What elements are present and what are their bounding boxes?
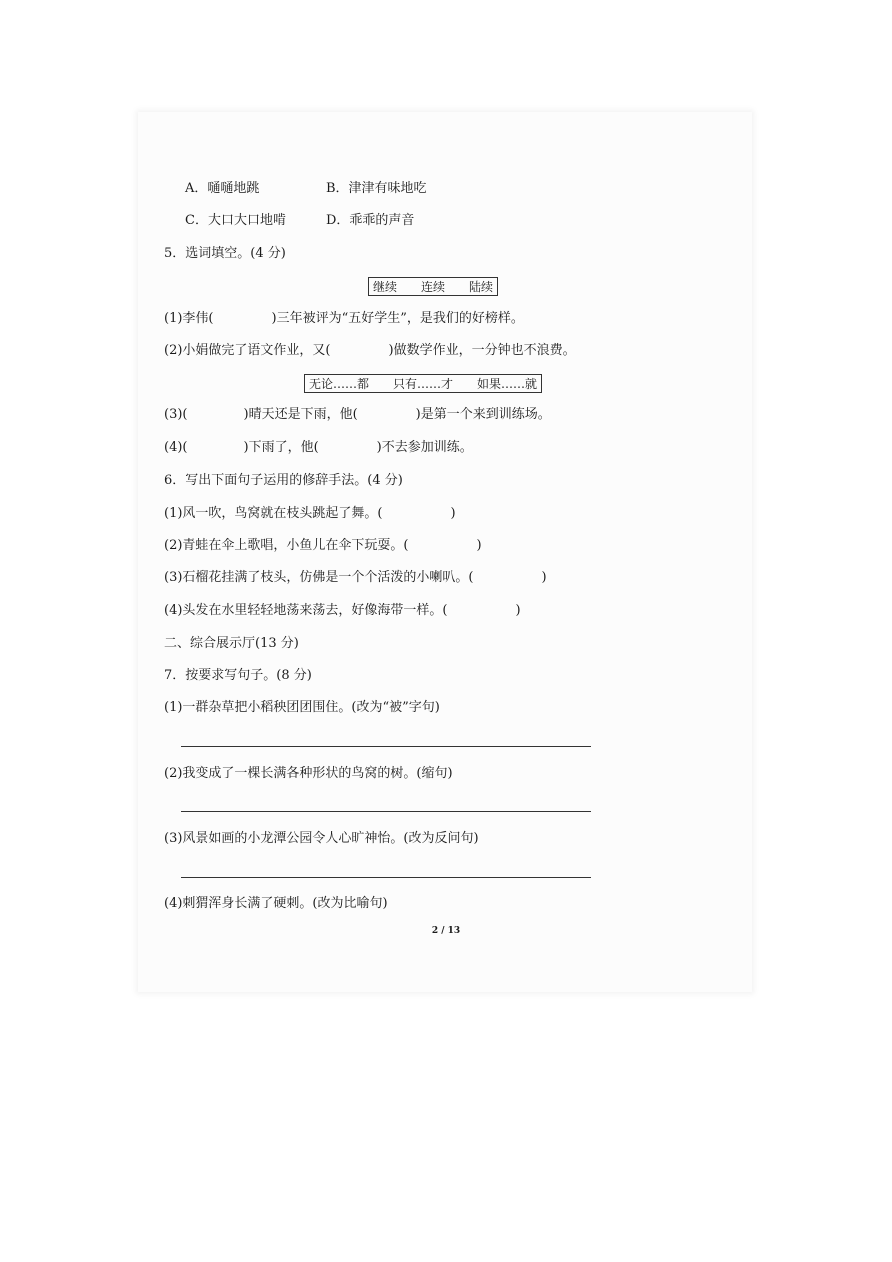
page-number: 2 / 13 <box>431 926 461 936</box>
q7-sentence-2: (2)我变成了一棵长满各种形状的鸟窝的树。(缩句) <box>164 766 453 781</box>
q5-s3-b: )晴天还是下雨，他( <box>243 407 358 422</box>
q7-sentence-3: (3)风景如画的小龙潭公园令人心旷神怡。(改为反问句) <box>164 831 479 846</box>
option-b: B．津津有味地吃 <box>326 181 427 196</box>
q5-s3-a: (3)( <box>164 407 188 422</box>
q7-title: 7．按要求写句子。(8 分) <box>164 668 312 683</box>
section-2-title: 二、综合展示厅(13 分) <box>164 636 299 651</box>
q5-sentence-1 <box>164 310 524 328</box>
answer-line-1[interactable] <box>181 746 591 747</box>
q7-sentence-1: (1)一群杂草把小稻秧团团围住。(改为“被”字句) <box>164 700 440 715</box>
q5-s4-b: )下雨了，他( <box>243 440 319 455</box>
q5-word-box-1: 继续 连续 陆续 <box>368 277 498 296</box>
option-c: C．大口大口地啃 <box>185 213 286 228</box>
q5-sentence-3 <box>164 406 551 424</box>
q5-s1-pre: (1)李伟( <box>164 311 214 326</box>
close-paren: ) <box>476 538 482 553</box>
q6-s1-pre: (1)风一吹，鸟窝就在枝头跳起了舞。( <box>164 506 383 521</box>
answer-line-3[interactable] <box>181 877 591 878</box>
q7-sentence-4: (4)刺猬浑身长满了硬刺。(改为比喻句) <box>164 896 388 911</box>
q6-sentence-2 <box>164 537 482 555</box>
q6-sentence-3 <box>164 569 547 587</box>
q5-s3-c: )是第一个来到训练场。 <box>415 407 551 422</box>
close-paren: ) <box>515 603 521 618</box>
q6-sentence-1 <box>164 505 456 523</box>
q5-s4-a: (4)( <box>164 440 188 455</box>
q5-sentence-2 <box>164 342 576 360</box>
close-paren: ) <box>450 506 456 521</box>
q5-title: 5．选词填空。(4 分) <box>164 246 286 261</box>
q5-s4-c: )不去参加训练。 <box>376 440 473 455</box>
option-a: A．嗵嗵地跳 <box>185 181 260 196</box>
q6-sentence-4 <box>164 602 521 620</box>
q6-s2-pre: (2)青蛙在伞上歌唱，小鱼儿在伞下玩耍。( <box>164 538 409 553</box>
q5-word-box-2: 无论……都 只有……才 如果……就 <box>304 374 542 393</box>
q5-s2-post: )做数学作业，一分钟也不浪费。 <box>388 343 576 358</box>
q5-s2-pre: (2)小娟做完了语文作业，又( <box>164 343 331 358</box>
q6-s4-pre: (4)头发在水里轻轻地荡来荡去，好像海带一样。( <box>164 603 448 618</box>
q5-s1-post: )三年被评为“五好学生”，是我们的好榜样。 <box>271 311 524 326</box>
option-d: D．乖乖的声音 <box>326 213 415 228</box>
q6-title: 6．写出下面句子运用的修辞手法。(4 分) <box>164 473 403 488</box>
close-paren: ) <box>541 570 547 585</box>
q6-s3-pre: (3)石榴花挂满了枝头，仿佛是一个个活泼的小喇叭。( <box>164 570 474 585</box>
q5-sentence-4 <box>164 439 473 457</box>
answer-line-2[interactable] <box>181 811 591 812</box>
